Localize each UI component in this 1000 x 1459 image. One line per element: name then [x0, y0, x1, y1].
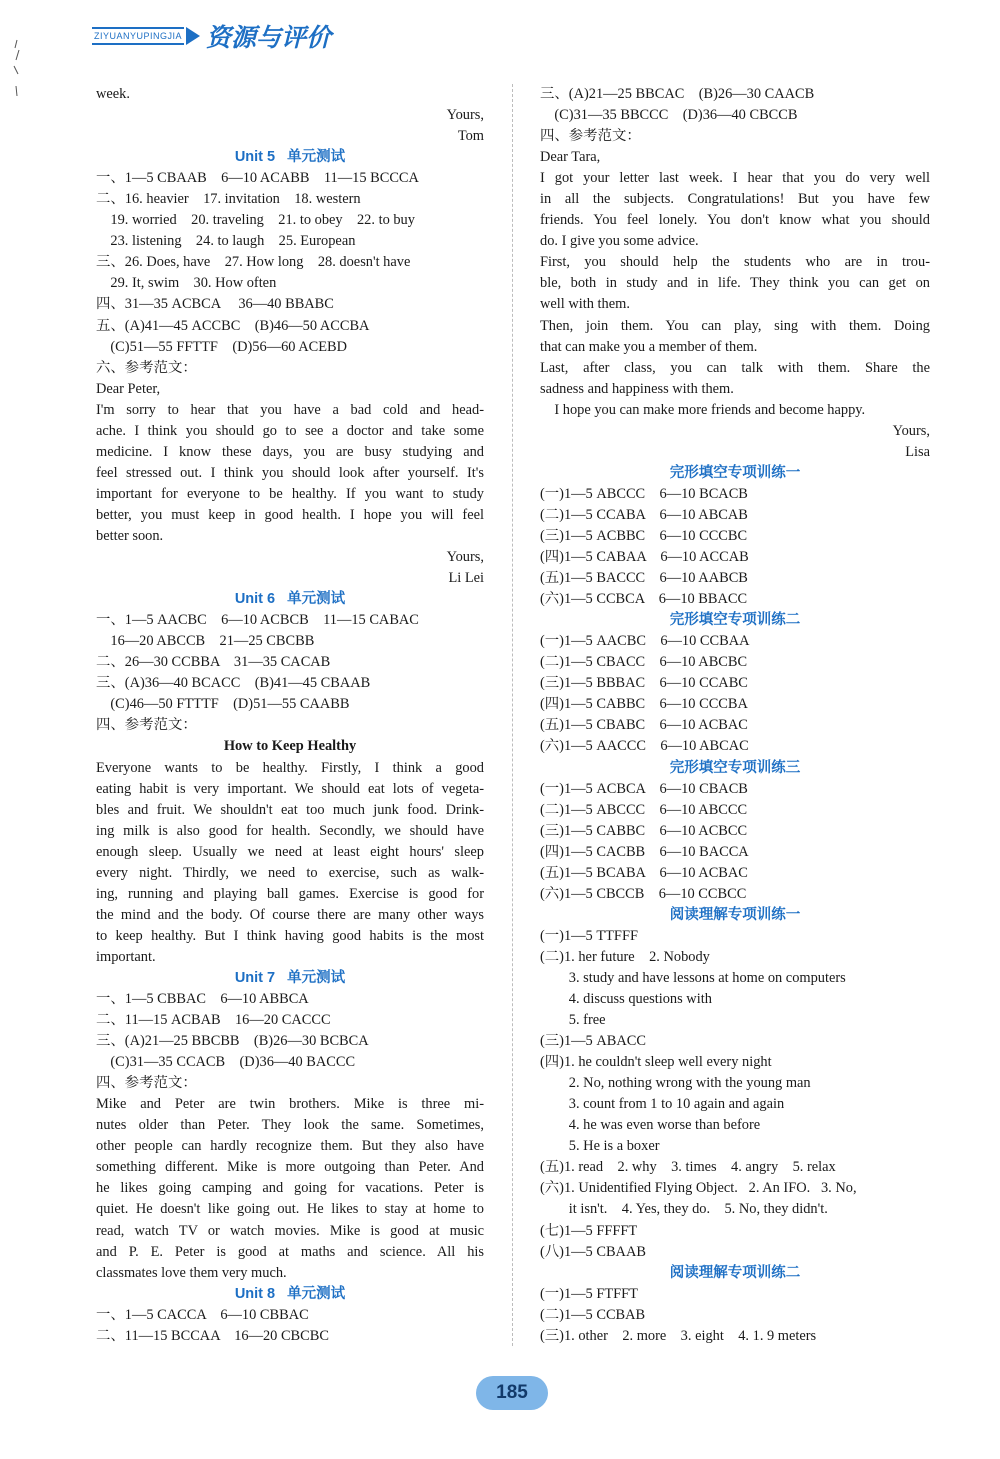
text-line: to keep healthy. But I think having good habits is the most	[96, 927, 484, 944]
text-line: 四、参考范文：	[96, 1075, 197, 1092]
text-line: (C)51—55 FFTTF (D)56—60 ACEBD	[96, 338, 348, 355]
text-line: 5. free	[540, 1012, 606, 1029]
text-line: 2. No, nothing wrong with the young man	[540, 1075, 811, 1092]
text-line: (三)1—5 ACBBC 6—10 CCCBC	[540, 527, 748, 544]
text-line: (一)1—5 ACBCA 6—10 CBACB	[540, 780, 748, 797]
margin-scribble-icon	[10, 38, 24, 98]
answer-column-right	[540, 84, 930, 1347]
text-line: 16—20 ABCCB 21—25 CBCBB	[96, 633, 315, 650]
text-line: (四)1—5 CABBC 6—10 CCCBA	[540, 696, 748, 713]
text-line: (二)1—5 CCBAB	[540, 1306, 646, 1323]
text-line: (三)1—5 BBBAC 6—10 CCABC	[540, 675, 748, 692]
section-heading: Unit 6 单元测试	[234, 591, 346, 608]
text-line: Lisa	[905, 443, 930, 460]
text-line: Yours,	[446, 107, 484, 124]
text-line: friends. You feel lonely. You don't know what you should	[540, 212, 930, 229]
text-line: something different. Mike is more outgoing than Peter. And	[96, 1159, 484, 1176]
brand-logo	[92, 18, 331, 54]
section-heading: Unit 7 单元测试	[234, 969, 346, 986]
text-line: (C)46—50 FTTTF (D)51—55 CAABB	[96, 696, 350, 713]
text-line: eating habit is very important. We should eat lots of vegeta-	[96, 780, 484, 797]
section-heading: 阅读理解专项训练二	[669, 1264, 801, 1281]
text-line: (三)1—5 ABACC	[540, 1033, 646, 1050]
text-line: important.	[96, 948, 156, 965]
text-line: (五)1. read 2. why 3. times 4. angry 5. relax	[540, 1159, 836, 1176]
text-line: I got your letter last week. I hear that you do very well	[540, 170, 930, 187]
text-line: (二)1—5 CCABA 6—10 ABCAB	[540, 506, 748, 523]
text-line: (五)1—5 BCABA 6—10 ACBAC	[540, 864, 748, 881]
text-line: every night. Thirdly, we need to exercise, such as walk-	[96, 864, 484, 881]
answer-column-left	[96, 84, 484, 1347]
text-line: (三)1. other 2. more 3. eight 4. 1. 9 meters	[540, 1327, 817, 1344]
text-line: well with them.	[540, 296, 630, 313]
text-line: (一)1—5 AACBC 6—10 CCBAA	[540, 633, 750, 650]
text-line: 六、参考范文：	[96, 359, 197, 376]
text-line: and P. E. Peter is good at maths and science. All his	[96, 1243, 484, 1260]
text-line: it isn't. 4. Yes, they do. 5. No, they didn't.	[540, 1201, 828, 1218]
text-line: in all the subjects. Congratulations! But you have few	[540, 191, 930, 208]
brand-arrow-icon	[186, 27, 200, 45]
text-line: 五、(A)41—45 ACCBC (B)46—50 ACCBA	[96, 317, 370, 334]
column-divider	[512, 84, 513, 1346]
text-line: 四、参考范文：	[96, 717, 197, 734]
text-line: important for everyone to be healthy. If you want to study	[96, 485, 484, 502]
text-line: 23. listening 24. to laugh 25. European	[96, 233, 356, 250]
text-line: better, you must keep in good health. I hope you will feel	[96, 506, 484, 523]
text-line: do. I give you some advice.	[540, 233, 699, 250]
text-line: 19. worried 20. traveling 21. to obey 22. to buy	[96, 212, 415, 229]
text-line: Dear Tara,	[540, 149, 601, 166]
text-line: (四)1. he couldn't sleep well every night	[540, 1054, 772, 1071]
text-line: (C)31—35 CCACB (D)36—40 BACCC	[96, 1054, 356, 1071]
text-line: 三、26. Does, have 27. How long 28. doesn't have	[96, 254, 411, 271]
text-line: that can make you a member of them.	[540, 338, 758, 355]
text-line: 三、(A)36—40 BCACC (B)41—45 CBAAB	[96, 675, 371, 692]
text-line: quiet. He doesn't like going out. He likes to stay at home to	[96, 1201, 484, 1218]
text-line: feel stressed out. I think you should look after yourself. It's	[96, 464, 484, 481]
text-line: (六)1—5 AACCC 6—10 ABCAC	[540, 738, 749, 755]
text-line: 4. discuss questions with	[540, 991, 712, 1008]
text-line: (四)1—5 CABAA 6—10 ACCAB	[540, 549, 749, 566]
text-line: Yours,	[892, 422, 930, 439]
page-header	[0, 0, 1000, 80]
text-line: (二)1—5 ABCCC 6—10 ABCCC	[540, 801, 748, 818]
essay-title: How to Keep Healthy	[223, 738, 357, 755]
text-line: 29. It, swim 30. How often	[96, 275, 277, 292]
text-line: 二、26—30 CCBBA 31—35 CACAB	[96, 654, 331, 671]
section-heading: Unit 8 单元测试	[234, 1285, 346, 1302]
text-line: (六)1—5 CBCCB 6—10 CCBCC	[540, 885, 747, 902]
text-line: Tom	[457, 128, 484, 145]
brand-pinyin: ZIYUANYUPINGJIA	[92, 27, 184, 45]
text-line: Yours,	[446, 549, 484, 566]
text-line: Mike and Peter are twin brothers. Mike is three mi-	[96, 1096, 484, 1113]
text-line: enough sleep. Usually we need at least eight hours' sleep	[96, 843, 484, 860]
text-line: 三、(A)21—25 BBCAC (B)26—30 CAACB	[540, 86, 815, 102]
text-line: ble, both in study and in life. They think you can get on	[540, 275, 930, 292]
text-line: sadness and happiness with them.	[540, 380, 734, 397]
text-line: 3. study and have lessons at home on computers	[540, 969, 846, 986]
text-line: ache. I think you should go to see a doctor and take some	[96, 422, 484, 439]
text-line: 一、1—5 CBAAB 6—10 ACABB 11—15 BCCCA	[96, 170, 419, 187]
text-line: (一)1—5 TTFFF	[540, 927, 638, 944]
text-line: (二)1. her future 2. Nobody	[540, 948, 710, 965]
text-line: classmates love them very much.	[96, 1264, 287, 1281]
text-line: (六)1—5 CCBCA 6—10 BBACC	[540, 591, 748, 608]
text-line: 二、11—15 ACBAB 16—20 CACCC	[96, 1012, 331, 1029]
text-line: (八)1—5 CBAAB	[540, 1243, 646, 1260]
text-line: (七)1—5 FFFFT	[540, 1222, 638, 1239]
text-line: 二、16. heavier 17. invitation 18. western	[96, 191, 361, 208]
text-line: First, you should help the students who are in trou-	[540, 254, 930, 271]
text-line: (一)1—5 ABCCC 6—10 BCACB	[540, 485, 748, 502]
brand-title: 资源与评价	[206, 23, 332, 52]
section-heading: 完形填空专项训练三	[669, 759, 801, 776]
watermark-logo	[826, 1382, 986, 1422]
text-line: 四、参考范文：	[540, 128, 641, 145]
text-line: 一、1—5 AACBC 6—10 ACBCB 11—15 CABAC	[96, 612, 419, 629]
text-line: 二、11—15 BCCAA 16—20 CBCBC	[96, 1327, 329, 1344]
text-line: better soon.	[96, 527, 164, 544]
text-line: other people can hardly recognize them. But they also have	[96, 1138, 484, 1155]
text-line: 3. count from 1 to 10 again and again	[540, 1096, 785, 1113]
text-line: ing, running and playing ball games. Exercise is good for	[96, 885, 484, 902]
text-line: Dear Peter,	[96, 380, 161, 397]
text-line: (三)1—5 CABBC 6—10 ACBCC	[540, 822, 748, 839]
text-line: (二)1—5 CBACC 6—10 ABCBC	[540, 654, 748, 671]
text-line: Then, join them. You can play, sing with them. Doing	[540, 317, 930, 334]
text-line: (六)1. Unidentified Flying Object. 2. An IFO. 3. No,	[540, 1180, 857, 1197]
text-line: week.	[96, 86, 130, 102]
section-heading: 阅读理解专项训练一	[669, 906, 801, 923]
text-line: 4. he was even worse than before	[540, 1117, 761, 1134]
text-line: read, watch TV or watch movies. Mike is good at music	[96, 1222, 484, 1239]
text-line: (C)31—35 BBCCC (D)36—40 CBCCB	[540, 107, 798, 124]
text-line: 5. He is a boxer	[540, 1138, 660, 1155]
text-line: I hope you can make more friends and become happy.	[540, 401, 866, 418]
text-line: 一、1—5 CACCA 6—10 CBBAC	[96, 1306, 309, 1323]
section-heading: Unit 5 单元测试	[234, 149, 346, 166]
text-line: Last, after class, you can talk with them. Share the	[540, 359, 930, 376]
text-line: medicine. I know these days, you are busy studying and	[96, 443, 484, 460]
text-line: he likes going camping and going for vacations. Peter is	[96, 1180, 484, 1197]
text-line: (五)1—5 BACCC 6—10 AABCB	[540, 570, 748, 587]
text-line: 四、31—35 ACBCA 36—40 BBABC	[96, 296, 334, 313]
text-line: 一、1—5 CBBAC 6—10 ABBCA	[96, 991, 309, 1008]
text-line: I'm sorry to hear that you have a bad cold and head-	[96, 401, 484, 418]
text-line: (一)1—5 FTFFT	[540, 1285, 638, 1302]
section-heading: 完形填空专项训练二	[669, 612, 801, 629]
text-line: bles and fruit. We shouldn't eat too much junk food. Drink-	[96, 801, 484, 818]
text-line: the mind and the body. Of course there are many other ways	[96, 906, 484, 923]
text-line: ing milk is also good for health. Secondly, we should have	[96, 822, 484, 839]
text-line: nutes older than Peter. They look the same. Sometimes,	[96, 1117, 484, 1134]
text-line: 三、(A)21—25 BBCBB (B)26—30 BCBCA	[96, 1033, 369, 1050]
text-line: (五)1—5 CBABC 6—10 ACBAC	[540, 717, 748, 734]
section-heading: 完形填空专项训练一	[669, 464, 801, 481]
text-line: Li Lei	[448, 570, 484, 587]
page-number: 185	[476, 1376, 548, 1410]
text-line: (四)1—5 CACBB 6—10 BACCA	[540, 843, 749, 860]
text-line: Everyone wants to be healthy. Firstly, I think a good	[96, 759, 484, 776]
